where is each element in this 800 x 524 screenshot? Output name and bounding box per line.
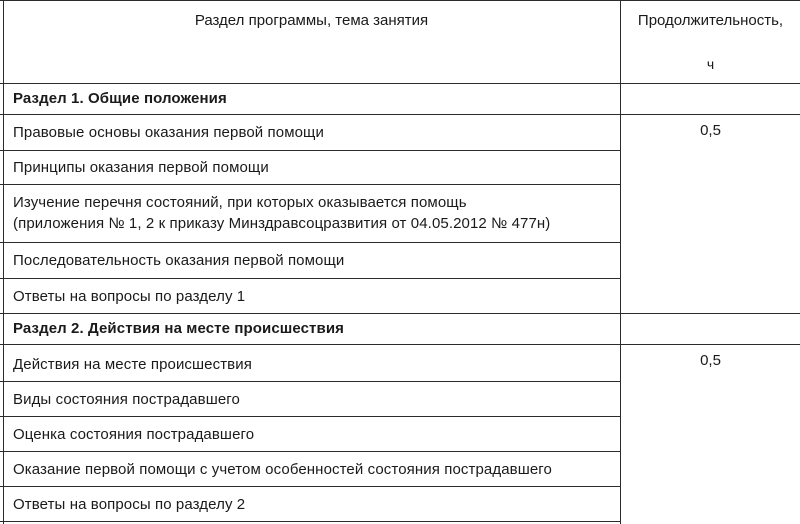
table-row: Последовательность оказания первой помощи xyxy=(13,252,345,269)
row-divider xyxy=(0,416,620,417)
row-divider xyxy=(0,242,620,243)
table-row: (приложения № 1, 2 к приказу Минздравсоцразвития от 04.05.2012 № 477н) xyxy=(13,215,551,232)
row-divider xyxy=(0,83,800,84)
table-row: Оказание первой помощи с учетом особенностей состояния пострадавшего xyxy=(13,461,552,478)
section-2-duration: 0,5 xyxy=(700,352,721,369)
table-border-left xyxy=(3,0,4,524)
row-divider xyxy=(0,114,800,115)
table-row: Ответы на вопросы по разделу 1 xyxy=(13,288,246,305)
table-row: Виды состояния пострадавшего xyxy=(13,391,240,408)
table-border-top xyxy=(0,0,800,1)
section-1-duration: 0,5 xyxy=(700,122,721,139)
table-row: Правовые основы оказания первой помощи xyxy=(13,124,324,141)
row-divider xyxy=(0,184,620,185)
column-divider xyxy=(620,0,621,524)
row-divider xyxy=(0,451,620,452)
section-2-title: Раздел 2. Действия на месте происшествия xyxy=(13,320,344,337)
table-row: Оценка состояния пострадавшего xyxy=(13,426,255,443)
header-section-topic: Раздел программы, тема занятия xyxy=(194,12,429,29)
table-row: Принципы оказания первой помощи xyxy=(13,159,269,176)
row-divider xyxy=(0,344,800,345)
row-divider xyxy=(0,381,620,382)
row-divider xyxy=(0,313,800,314)
table-row: Действия на месте происшествия xyxy=(13,356,252,373)
table-row: Ответы на вопросы по разделу 2 xyxy=(13,496,246,513)
header-duration-line2: ч xyxy=(706,56,715,72)
row-divider xyxy=(0,278,620,279)
row-divider xyxy=(0,486,620,487)
table-row: Изучение перечня состояний, при которых оказывается помощь xyxy=(13,194,467,211)
row-divider xyxy=(0,150,620,151)
header-duration-line1: Продолжительность, xyxy=(637,12,784,29)
row-divider xyxy=(0,521,620,522)
section-1-title: Раздел 1. Общие положения xyxy=(13,90,227,107)
